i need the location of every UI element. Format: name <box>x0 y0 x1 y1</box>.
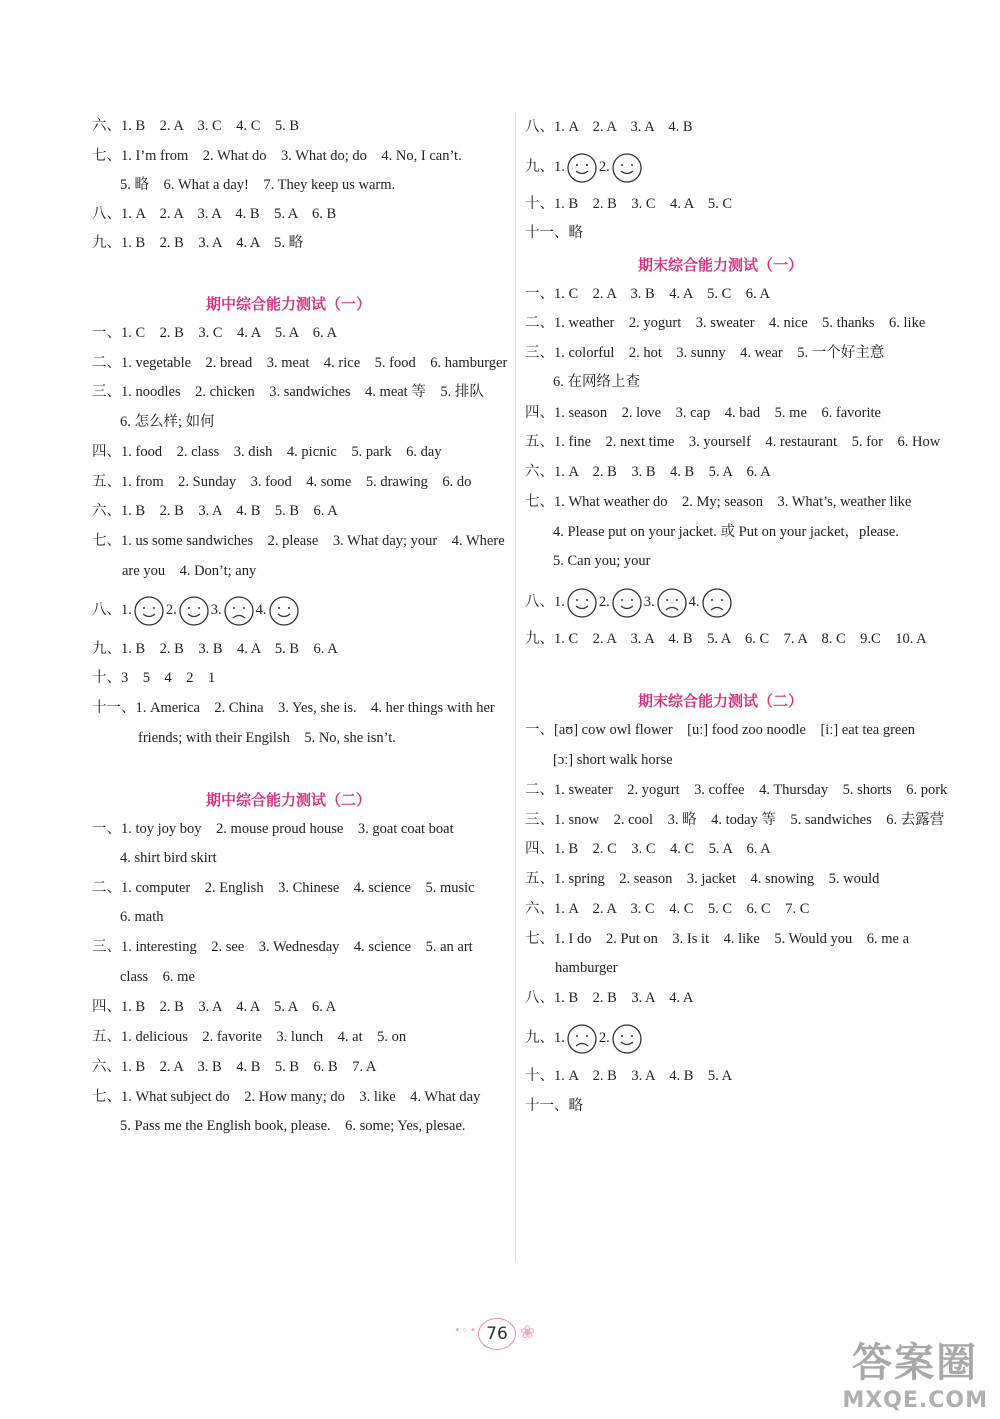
face-row-prefix: 九、 <box>525 1030 554 1046</box>
answer-line: 三、1. snow 2. cool 3. 略 4. today 等 5. sandwiches 6. 去露营 <box>525 812 945 828</box>
face-label: 4. <box>255 602 267 618</box>
face-label: 2. <box>598 159 610 175</box>
answer-line: 八、1. A 2. A 3. A 4. B 5. A 6. B <box>92 206 337 222</box>
answer-line: 五、1. spring 2. season 3. jacket 4. snowing 5. would <box>525 871 880 887</box>
watermark-url: MXQE.COM <box>842 1388 988 1413</box>
section-title-midterm-2: 期中综合能力测试（二） <box>206 791 372 809</box>
answer-line: 三、1. colorful 2. hot 3. sunny 4. wear 5. 一个好主意 <box>525 345 885 361</box>
answer-line: 二、1. computer 2. English 3. Chinese 4. science 5. music <box>92 880 475 896</box>
face-row <box>525 585 734 619</box>
face-label: 3. <box>210 602 222 618</box>
answer-line: 6. 怎么样; 如何 <box>120 414 215 430</box>
happy-face-icon <box>566 152 598 184</box>
answer-line: 十一、略 <box>525 225 583 241</box>
column-divider <box>515 112 516 1262</box>
answer-line: are you 4. Don’t; any <box>122 563 257 579</box>
answer-line: 三、1. noodles 2. chicken 3. sandwiches 4. meat 等 5. 排队 <box>92 384 484 400</box>
sad-face-icon <box>656 587 688 619</box>
answer-line: hamburger <box>555 960 618 976</box>
answer-line: 十一、略 <box>525 1098 583 1114</box>
answer-line: 五、1. fine 2. next time 3. yourself 4. restaurant 5. for 6. How <box>525 434 941 450</box>
answer-line: 五、1. from 2. Sunday 3. food 4. some 5. drawing 6. do <box>92 474 472 490</box>
happy-face-icon <box>611 152 643 184</box>
happy-face-icon <box>268 595 300 627</box>
happy-face-icon <box>611 1023 643 1055</box>
face-row <box>525 150 644 184</box>
answer-line: 6. math <box>120 909 164 925</box>
answer-line: 一、[aʊ] cow owl flower [uː] food zoo noodle [iː] eat tea green <box>525 722 916 738</box>
answer-line: 一、1. C 2. B 3. C 4. A 5. A 6. A <box>92 325 337 341</box>
answer-line: 七、1. us some sandwiches 2. please 3. What day; your 4. Where <box>92 533 505 549</box>
answer-line: 六、1. B 2. A 3. B 4. B 5. B 6. B 7. A <box>92 1059 377 1075</box>
answer-line: 十、1. B 2. B 3. C 4. A 5. C <box>525 196 733 212</box>
face-row <box>525 1021 644 1055</box>
answer-line: 二、1. weather 2. yogurt 3. sweater 4. nice 5. thanks 6. like <box>525 315 926 331</box>
answer-line: 二、1. vegetable 2. bread 3. meat 4. rice 5. food 6. hamburger <box>92 355 508 371</box>
answer-line: 十、1. A 2. B 3. A 4. B 5. A <box>525 1068 733 1084</box>
face-row <box>92 593 301 627</box>
answer-line: 七、1. I do 2. Put on 3. Is it 4. like 5. Would you 6. me a <box>525 931 910 947</box>
answer-line: 5. Pass me the English book, please. 6. some; Yes, plesae. <box>120 1118 466 1134</box>
face-label: 1. <box>554 159 565 175</box>
happy-face-icon <box>133 595 165 627</box>
face-row-prefix: 九、 <box>525 159 554 175</box>
answer-line: [ɔː] short walk horse <box>553 752 673 768</box>
answer-line: 七、1. What subject do 2. How many; do 3. like 4. What day <box>92 1089 481 1105</box>
face-label: 1. <box>554 1030 565 1046</box>
answer-line: 二、1. sweater 2. yogurt 3. coffee 4. Thursday 5. shorts 6. pork <box>525 782 948 798</box>
answer-line: 七、1. What weather do 2. My; season 3. What’s, weather like <box>525 494 912 510</box>
happy-face-icon <box>611 587 643 619</box>
answer-line: friends; with their Engilsh 5. No, she isn’t. <box>138 730 396 746</box>
face-row-prefix: 八、 <box>92 602 121 618</box>
face-label: 2. <box>165 602 177 618</box>
sad-face-icon <box>223 595 255 627</box>
answer-line: 九、1. B 2. B 3. A 4. A 5. 略 <box>92 235 304 251</box>
face-label: 1. <box>554 594 565 610</box>
section-title-final-2: 期末综合能力测试（二） <box>638 692 804 710</box>
answer-line: 四、1. food 2. class 3. dish 4. picnic 5. park 6. day <box>92 444 442 460</box>
answer-line: 六、1. A 2. A 3. C 4. C 5. C 6. C 7. C <box>525 901 810 917</box>
answer-line: 九、1. C 2. A 3. A 4. B 5. A 6. C 7. A 8. C 9.C 10. A <box>525 631 927 647</box>
sad-face-icon <box>701 587 733 619</box>
face-label: 2. <box>598 594 610 610</box>
answer-line: 4. shirt bird skirt <box>120 850 217 866</box>
sad-face-icon <box>566 1023 598 1055</box>
face-label: 3. <box>643 594 655 610</box>
decorative-flower-icon: ❀ <box>520 1322 536 1342</box>
face-label: 4. <box>688 594 700 610</box>
answer-line: 五、1. delicious 2. favorite 3. lunch 4. at 5. on <box>92 1029 407 1045</box>
answer-line: 一、1. C 2. A 3. B 4. A 5. C 6. A <box>525 286 770 302</box>
answer-line: 6. 在网络上查 <box>553 374 640 390</box>
answer-line: 5. Can you; your <box>553 553 651 569</box>
answer-line: 七、1. I’m from 2. What do 3. What do; do 4. No, I can’t. <box>92 148 462 164</box>
answer-line: 九、1. B 2. B 3. B 4. A 5. B 6. A <box>92 641 338 657</box>
happy-face-icon <box>566 587 598 619</box>
section-title-midterm-1: 期中综合能力测试（一） <box>206 295 372 313</box>
section-title-final-1: 期末综合能力测试（一） <box>638 256 804 274</box>
answer-line: 四、1. season 2. love 3. cap 4. bad 5. me 6. favorite <box>525 405 881 421</box>
face-row-prefix: 八、 <box>525 594 554 610</box>
answer-line: 5. 略 6. What a day! 7. They keep us warm. <box>120 177 396 193</box>
answer-line: 六、1. A 2. B 3. B 4. B 5. A 6. A <box>525 464 771 480</box>
answer-line: 六、1. B 2. B 3. A 4. B 5. B 6. A <box>92 503 338 519</box>
answer-line: 十一、1. America 2. China 3. Yes, she is. 4. her things with her <box>92 700 495 716</box>
answer-line: 四、1. B 2. C 3. C 4. C 5. A 6. A <box>525 841 771 857</box>
answer-line: 三、1. interesting 2. see 3. Wednesday 4. science 5. an art <box>92 939 473 955</box>
happy-face-icon <box>178 595 210 627</box>
answer-line: 4. Please put on your jacket. 或 Put on your jacket，please. <box>553 524 899 540</box>
answer-line: 八、1. A 2. A 3. A 4. B <box>525 119 693 135</box>
decorative-dots: • ◦ • <box>455 1322 476 1337</box>
face-label: 1. <box>121 602 132 618</box>
answer-line: 六、1. B 2. A 3. C 4. C 5. B <box>92 118 300 134</box>
answer-line: 四、1. B 2. B 3. A 4. A 5. A 6. A <box>92 999 337 1015</box>
face-label: 2. <box>598 1030 610 1046</box>
watermark-text: 答案圈 <box>852 1340 979 1386</box>
page-number: 76 <box>478 1318 516 1350</box>
answer-line: 八、1. B 2. B 3. A 4. A <box>525 990 694 1006</box>
answer-line: class 6. me <box>120 969 195 985</box>
answer-line: 十、3 5 4 2 1 <box>92 670 216 686</box>
answer-line: 一、1. toy joy boy 2. mouse proud house 3. goat coat boat <box>92 821 454 837</box>
watermark-logo <box>842 1331 988 1413</box>
